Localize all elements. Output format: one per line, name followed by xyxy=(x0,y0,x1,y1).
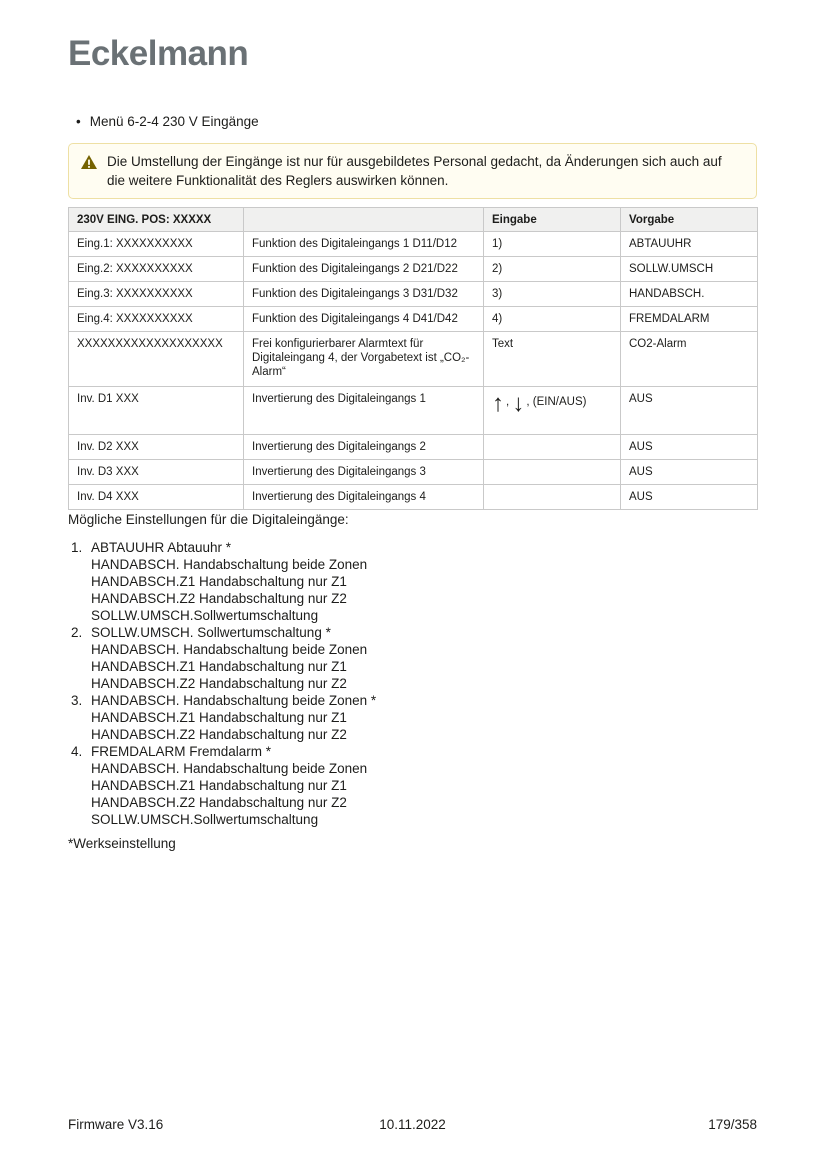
table-header-row xyxy=(69,208,758,232)
table-cell: Inv. D1 XXX xyxy=(69,387,244,435)
factory-setting-note: *Werkseinstellung xyxy=(68,836,176,851)
table-row xyxy=(69,332,758,387)
list-item-line: HANDABSCH.Z1 Handabschaltung nur Z1 xyxy=(91,778,347,793)
table-cell: AUS xyxy=(621,485,758,510)
table-cell: 4) xyxy=(484,307,621,332)
company-logo: Eckelmann xyxy=(68,34,249,73)
table-cell: AUS xyxy=(621,435,758,460)
table-header-cell xyxy=(244,208,484,232)
table-cell: Frei konfigurierbarer Alarmtext für Digitaleingang 4, der Vorgabetext ist „CO₂-Alarm“ xyxy=(244,332,484,387)
list-item-lines xyxy=(91,539,376,624)
table-row xyxy=(69,485,758,510)
table-cell: Invertierung des Digitaleingangs 2 xyxy=(244,435,484,460)
list-item-line: HANDABSCH. Handabschaltung beide Zonen * xyxy=(91,693,377,708)
table-cell: CO2-Alarm xyxy=(621,332,758,387)
table-cell xyxy=(484,435,621,460)
list-item-line: HANDABSCH. Handabschaltung beide Zonen xyxy=(91,642,368,657)
warning-box xyxy=(68,143,757,199)
table-cell: Eing.4: XXXXXXXXXX xyxy=(69,307,244,332)
table-cell: Inv. D2 XXX xyxy=(69,435,244,460)
list-item-line: HANDABSCH.Z1 Handabschaltung nur Z1 xyxy=(91,659,347,674)
table-cell: Inv. D3 XXX xyxy=(69,460,244,485)
table-cell: 2) xyxy=(484,257,621,282)
table-row xyxy=(69,232,758,257)
list-item-line: HANDABSCH.Z2 Handabschaltung nur Z2 xyxy=(91,795,347,810)
table-cell: XXXXXXXXXXXXXXXXXXX xyxy=(69,332,244,387)
table-cell: HANDABSCH. xyxy=(621,282,758,307)
list-item-line: SOLLW.UMSCH.Sollwertumschaltung xyxy=(91,608,319,623)
table-cell: Inv. D4 XXX xyxy=(69,485,244,510)
table-cell: Invertierung des Digitaleingangs 4 xyxy=(244,485,484,510)
warning-text: Die Umstellung der Eingänge ist nur für ausgebildetes Personal gedacht, da Änderungen sich auch auf die weitere Funktionalität des Reglers auswirken können. xyxy=(107,154,722,188)
digital-inputs-table xyxy=(68,207,758,510)
list-item-lines xyxy=(91,692,376,743)
table-cell: SOLLW.UMSCH xyxy=(621,257,758,282)
menu-bullet-line xyxy=(76,114,259,129)
list-item-line: HANDABSCH.Z1 Handabschaltung nur Z1 xyxy=(91,710,347,725)
table-row xyxy=(69,307,758,332)
list-item-line: HANDABSCH.Z2 Handabschaltung nur Z2 xyxy=(91,591,347,606)
list-item xyxy=(71,692,376,743)
table-cell: AUS xyxy=(621,387,758,435)
table-cell: Eing.3: XXXXXXXXXX xyxy=(69,282,244,307)
arrow-icon: ↓ xyxy=(512,390,527,417)
bullet-icon: • xyxy=(76,114,81,129)
menu-label: Menü 6-2-4 230 V Eingänge xyxy=(89,114,259,129)
list-item-line: HANDABSCH.Z2 Handabschaltung nur Z2 xyxy=(91,676,347,691)
list-item-lines xyxy=(91,624,376,692)
table-cell: Invertierung des Digitaleingangs 1 xyxy=(244,387,484,435)
list-item xyxy=(71,743,376,828)
footer-page-number: 179/358 xyxy=(708,1117,757,1132)
table-cell: Invertierung des Digitaleingangs 3 xyxy=(244,460,484,485)
settings-list xyxy=(71,539,376,828)
table-row xyxy=(69,435,758,460)
table-cell: Funktion des Digitaleingangs 4 D41/D42 xyxy=(244,307,484,332)
warning-icon xyxy=(81,152,97,190)
table-cell: Text xyxy=(484,332,621,387)
table-header-cell: 230V EING. POS: XXXXX xyxy=(69,208,244,232)
table-row xyxy=(69,387,758,435)
table-header-cell: Vorgabe xyxy=(621,208,758,232)
table-cell: ABTAUUHR xyxy=(621,232,758,257)
table-cell: AUS xyxy=(621,460,758,485)
table-cell: Funktion des Digitaleingangs 2 D21/D22 xyxy=(244,257,484,282)
table-cell xyxy=(484,460,621,485)
list-item-line: HANDABSCH. Handabschaltung beide Zonen xyxy=(91,557,368,572)
list-item xyxy=(71,624,376,692)
table-cell: ↑, ↓, (EIN/AUS) xyxy=(484,387,621,435)
list-item-number: 1. xyxy=(71,540,83,555)
list-item-line: HANDABSCH. Handabschaltung beide Zonen xyxy=(91,761,368,776)
list-item-number: 2. xyxy=(71,625,83,640)
table-cell: 1) xyxy=(484,232,621,257)
table-cell: 3) xyxy=(484,282,621,307)
table-cell xyxy=(484,485,621,510)
footer-date: 10.11.2022 xyxy=(379,1117,446,1132)
footer-firmware-version: Firmware V3.16 xyxy=(68,1117,164,1132)
list-item-line: SOLLW.UMSCH. Sollwertumschaltung * xyxy=(91,625,331,640)
table-row xyxy=(69,257,758,282)
list-item xyxy=(71,539,376,624)
table-row xyxy=(69,460,758,485)
table-cell: FREMDALARM xyxy=(621,307,758,332)
list-item-line: HANDABSCH.Z2 Handabschaltung nur Z2 xyxy=(91,727,347,742)
list-item-line: SOLLW.UMSCH.Sollwertumschaltung xyxy=(91,812,319,827)
settings-intro: Mögliche Einstellungen für die Digitaleingänge: xyxy=(68,512,349,527)
table-cell: Eing.2: XXXXXXXXXX xyxy=(69,257,244,282)
list-item-line: HANDABSCH.Z1 Handabschaltung nur Z1 xyxy=(91,574,347,589)
table-header-cell: Eingabe xyxy=(484,208,621,232)
list-item-number: 4. xyxy=(71,744,83,759)
table-cell: Funktion des Digitaleingangs 1 D11/D12 xyxy=(244,232,484,257)
list-item-lines xyxy=(91,743,376,828)
list-item-line: FREMDALARM Fremdalarm * xyxy=(91,744,272,759)
list-item-number: 3. xyxy=(71,693,83,708)
table-cell: Funktion des Digitaleingangs 3 D31/D32 xyxy=(244,282,484,307)
table-row xyxy=(69,282,758,307)
table-cell: Eing.1: XXXXXXXXXX xyxy=(69,232,244,257)
arrow-icon: ↑ xyxy=(492,390,506,417)
list-item-line: ABTAUUHR Abtauuhr * xyxy=(91,540,232,555)
